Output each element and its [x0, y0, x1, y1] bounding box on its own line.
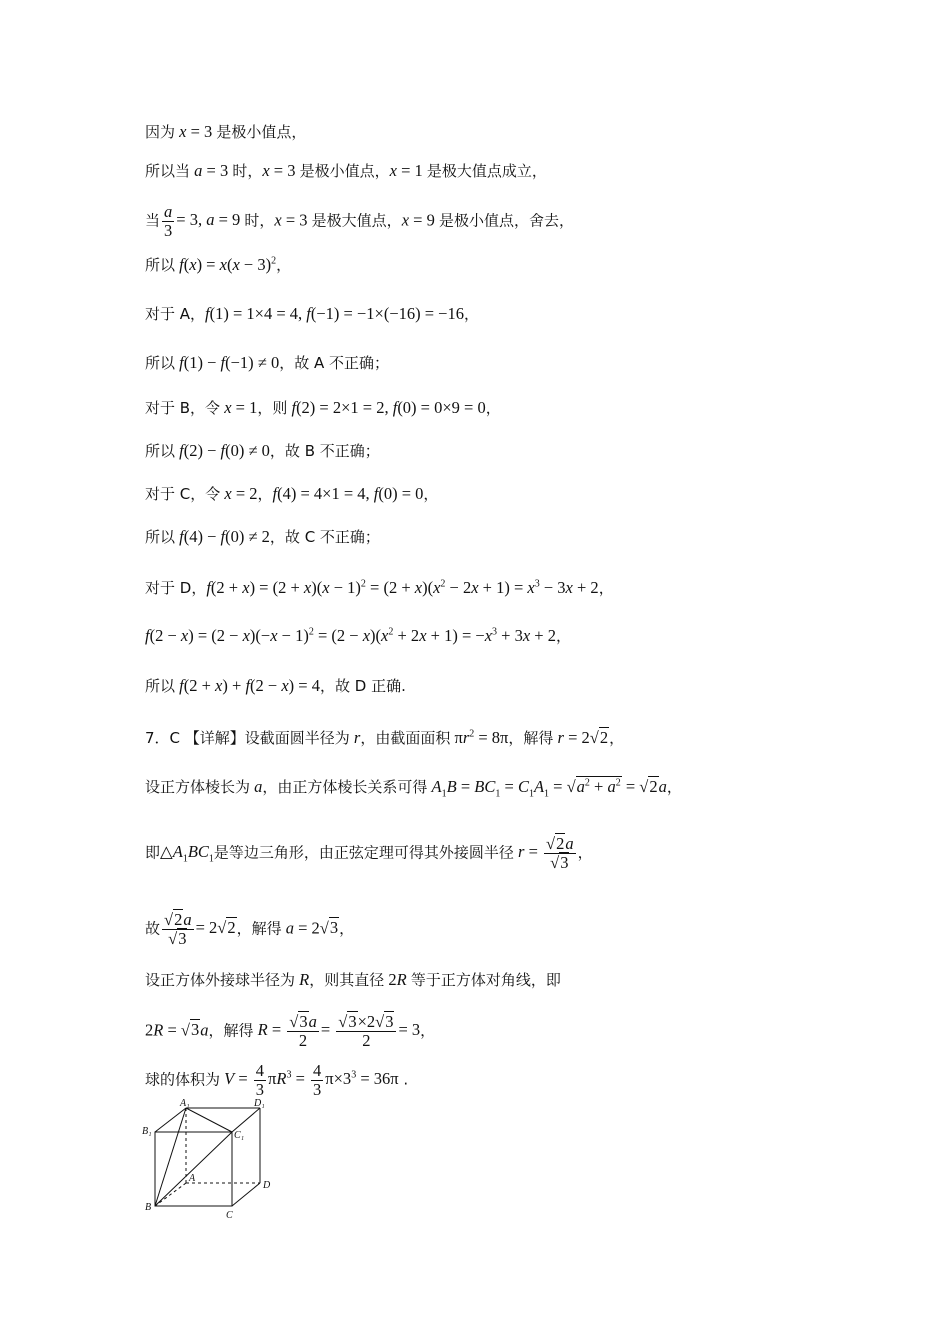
solution-line-15: 设正方体棱长为 a，由正方体棱长关系可得 $A_1B = BC_1 = C_1A_1 = √a^2 + a^2 = √2a$，	[145, 777, 682, 800]
solution-line-14: 7．C 【详解】设截面圆半径为 r，由截面面积 $\pi r^2 = 8\pi$，解得 r = 2√2，	[145, 728, 625, 747]
solution-line-11: 对于 D，$f(2 + x) = (2 + x)(x - 1)^2 = (2 + x)(x^2 - 2x + 1) = x^3 - 3x + 2$，	[145, 578, 614, 597]
solution-line-12: $f(2 - x) = (2 - x)(-x - 1)^2 = (2 - x)(x^2 + 2x + 1) = -x^3 + 3x + 2$，	[145, 626, 571, 645]
label-D: D	[263, 1180, 271, 1191]
solution-line-3: 当 $\frac{a}{3}$ = 3, a = 9 时，x = 3 是极大值点，x = 9 是极小值点，舍去，	[145, 202, 574, 240]
solution-line-2: 所以当 a = 3 时，x = 3 是极小值点，x = 1 是极大值点成立，	[145, 161, 547, 180]
solution-line-1: 因为 x = 3 是极小值点，	[145, 122, 307, 141]
solution-line-18: 设正方体外接球半径为 R，则其直径 2R 等于正方体对角线，即	[145, 970, 561, 989]
label-C1: C₁	[234, 1130, 245, 1141]
solution-line-9: 对于 C，令 x = 2，f(4) = 4×1 = 4, f(0) = 0，	[145, 484, 439, 503]
solution-line-20: 球的体积为 V = $\frac{4}{3}$ $\pi R^3$ = $\frac{4}{3}$ $\pi\times 3^3 = 36\pi$ .	[145, 1061, 409, 1099]
solution-line-16: 即$\triangle A_1BC_1$是等边三角形，由正弦定理可得其外接圆半径 r = $\frac{√2a}{√3}$ ，	[145, 834, 593, 872]
label-A1: A₁	[180, 1098, 190, 1109]
solution-line-4: 所以 $f(x) = x(x - 3)^2$，	[145, 255, 292, 274]
label-B1: B₁	[142, 1126, 152, 1137]
solution-line-7: 对于 B，令 x = 1，则 f(2) = 2×1 = 2, f(0) = 0×9 = 0，	[145, 398, 501, 417]
solution-line-17: 故 $\frac{√2a}{√3}$ = 2√2，解得 a = 2√3，	[145, 910, 355, 948]
solution-line-5: 对于 A，f(1) = 1×4 = 4, f(−1) = −1×(−16) = −16，	[145, 304, 480, 323]
solution-line-13: 所以 f(2 + x) + f(2 − x) = 4，故 D 正确.	[145, 676, 406, 695]
solution-line-8: 所以 f(2) − f(0) ≠ 0，故 B 不正确；	[145, 441, 380, 460]
label-C: C	[226, 1210, 233, 1221]
solution-line-6: 所以 f(1) − f(−1) ≠ 0，故 A 不正确；	[145, 353, 390, 372]
cube-figure	[140, 1098, 280, 1223]
label-A: A	[189, 1173, 196, 1184]
solution-line-19: 2R = √3a，解得 R = $\frac{√3a}{2}$ = $\frac{√3\times 2√3}{2}$ = 3，	[145, 1012, 436, 1050]
solution-line-10: 所以 f(4) − f(0) ≠ 2，故 C 不正确；	[145, 527, 380, 546]
label-B: B	[145, 1202, 152, 1213]
label-D1: D₁	[254, 1098, 265, 1109]
